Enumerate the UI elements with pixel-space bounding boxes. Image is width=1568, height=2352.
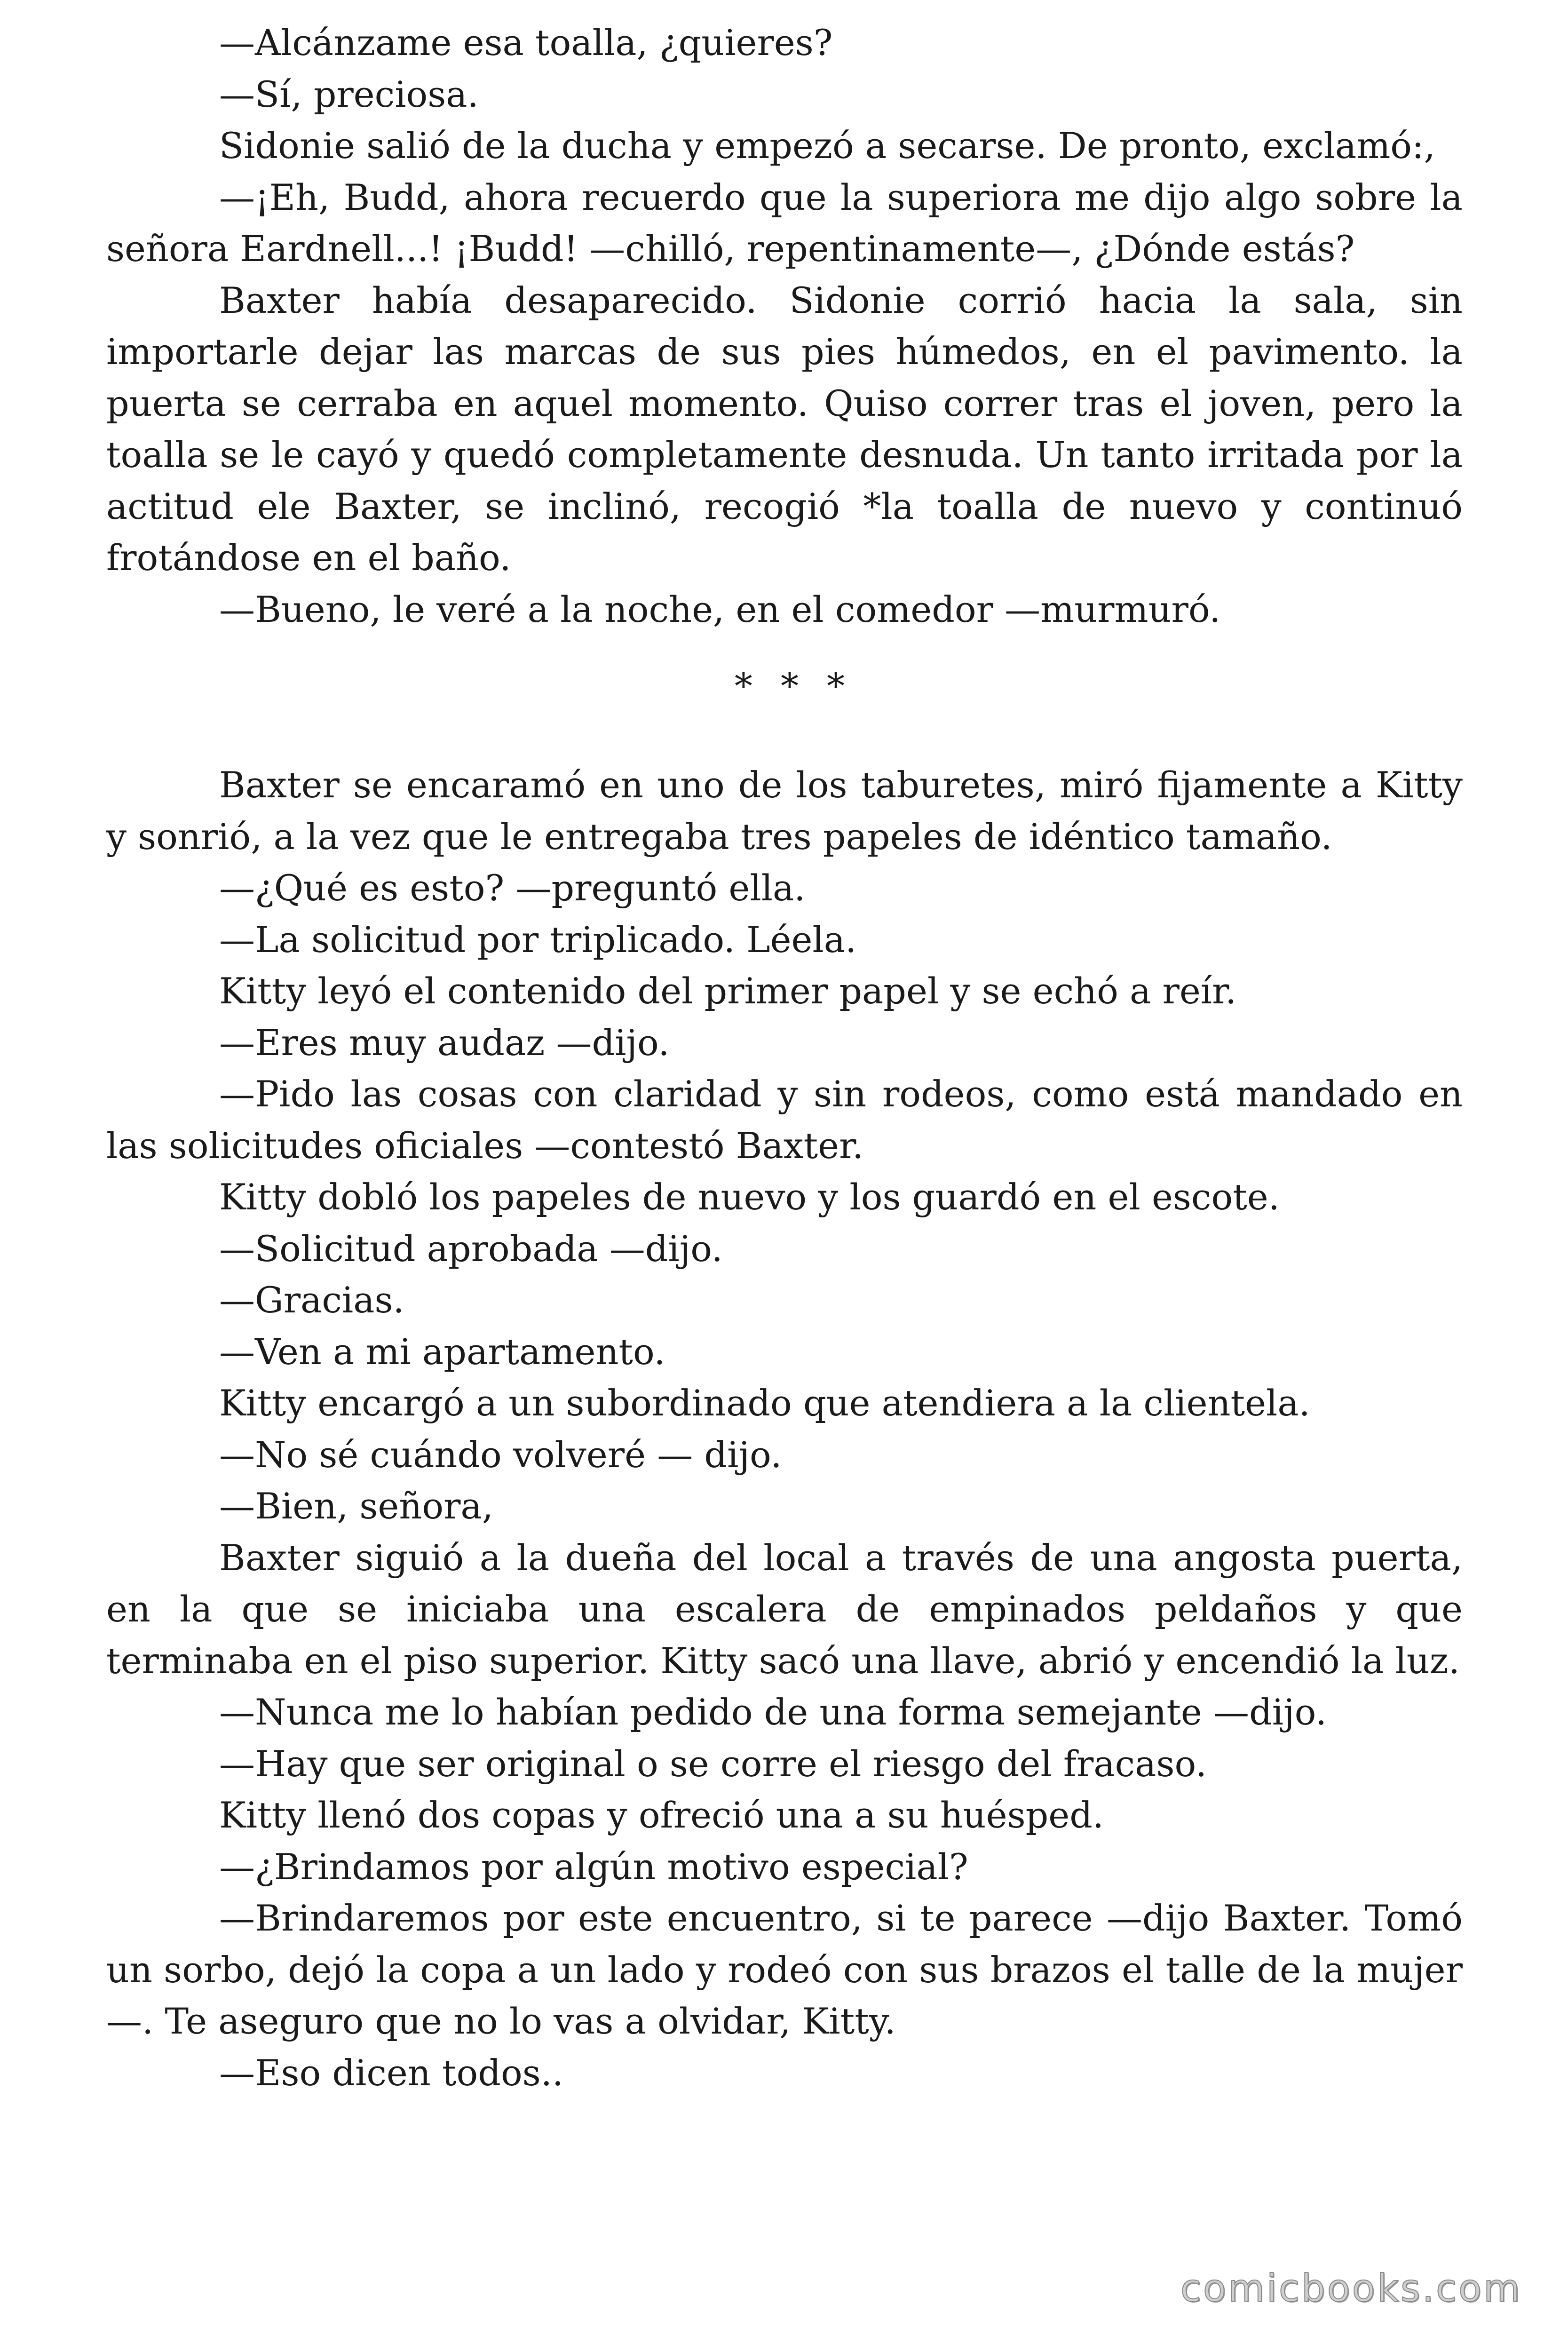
paragraph: Sidonie salió de la ducha y empezó a secarse. De pronto, exclamó:, bbox=[219, 125, 1435, 167]
paragraph: —¿Brindamos por algún motivo especial? bbox=[219, 1845, 968, 1888]
paragraph: —Eso dicen todos.. bbox=[219, 2051, 564, 2094]
paragraph: —No sé cuándo volveré — dijo. bbox=[219, 1433, 782, 1476]
paragraph: —¡Eh, Budd, ahora recuerdo que la superiora me dijo algo sobre la señora Eardnell...! ¡Budd! —chilló, repentinamente—, ¿Dónde estás? bbox=[106, 176, 1463, 270]
paragraph: —Solicitud aprobada —dijo. bbox=[219, 1227, 723, 1270]
paragraph: —¿Qué es esto? —preguntó ella. bbox=[219, 867, 806, 909]
paragraph: Baxter había desaparecido. Sidonie corrió hacia la sala, sin importarle dejar las marcas de sus pies húmedos, en el pavimento. la puerta se cerraba en aquel momento. Quiso correr tras el joven, pero la toalla se le cayó y quedó completamente desnuda. Un tanto irritada por la actitud ele Baxter, se inclinó, recogió *la toalla de nuevo y continuó frotándose en el baño. bbox=[106, 279, 1463, 579]
paragraph: —Pido las cosas con claridad y sin rodeos, como está mandado en las solicitudes oficiales —contestó Baxter. bbox=[106, 1073, 1463, 1167]
paragraph: —Bueno, le veré a la noche, en el comedor —murmuró. bbox=[219, 588, 1221, 630]
paragraph: —Brindaremos por este encuentro, si te parece —dijo Baxter. Tomó un sorbo, dejó la copa a un lado y rodeó con sus brazos el talle de la mujer—. Te aseguro que no lo vas a olvidar, Kitty. bbox=[106, 1897, 1463, 2042]
paragraph: Kitty leyó el contenido del primer papel y se echó a reír. bbox=[219, 970, 1237, 1012]
paragraph: —Nunca me lo habían pedido de una forma semejante —dijo. bbox=[219, 1691, 1327, 1733]
section-separator bbox=[106, 635, 1463, 759]
paragraph: —Eres muy audaz —dijo. bbox=[219, 1021, 670, 1064]
separator-glyphs: * * * bbox=[734, 665, 854, 707]
paragraph: —Hay que ser original o se corre el riesgo del fracaso. bbox=[219, 1742, 1207, 1785]
paragraph: Kitty encargó a un subordinado que atendiera a la clientela. bbox=[219, 1382, 1310, 1424]
paragraph: —Sí, preciosa. bbox=[219, 73, 479, 115]
paragraph: Baxter siguió a la dueña del local a través de una angosta puerta, en la que se iniciaba una escalera de empinados peldaños y que terminaba en el piso superior. Kitty sacó una llave, abrió y encendió la luz. bbox=[106, 1536, 1463, 1682]
paragraph: Baxter se encaramó en uno de los taburetes, miró fijamente a Kitty y sonrió, a la vez que le entregaba tres papeles de idéntico tamaño. bbox=[106, 764, 1463, 858]
paragraph: —Gracias. bbox=[219, 1279, 404, 1321]
paragraph: —Bien, señora, bbox=[219, 1485, 493, 1527]
page-body bbox=[106, 17, 1463, 2098]
watermark-logo: comicbooks.com bbox=[1180, 2266, 1522, 2310]
paragraph: —Alcánzame esa toalla, ¿quieres? bbox=[219, 22, 833, 64]
paragraph: —La solicitud por triplicado. Léela. bbox=[219, 918, 857, 961]
paragraph: Kitty dobló los papeles de nuevo y los guardó en el escote. bbox=[219, 1176, 1280, 1218]
paragraph: —Ven a mi apartamento. bbox=[219, 1330, 665, 1373]
paragraph: Kitty llenó dos copas y ofreció una a su huésped. bbox=[219, 1794, 1104, 1836]
